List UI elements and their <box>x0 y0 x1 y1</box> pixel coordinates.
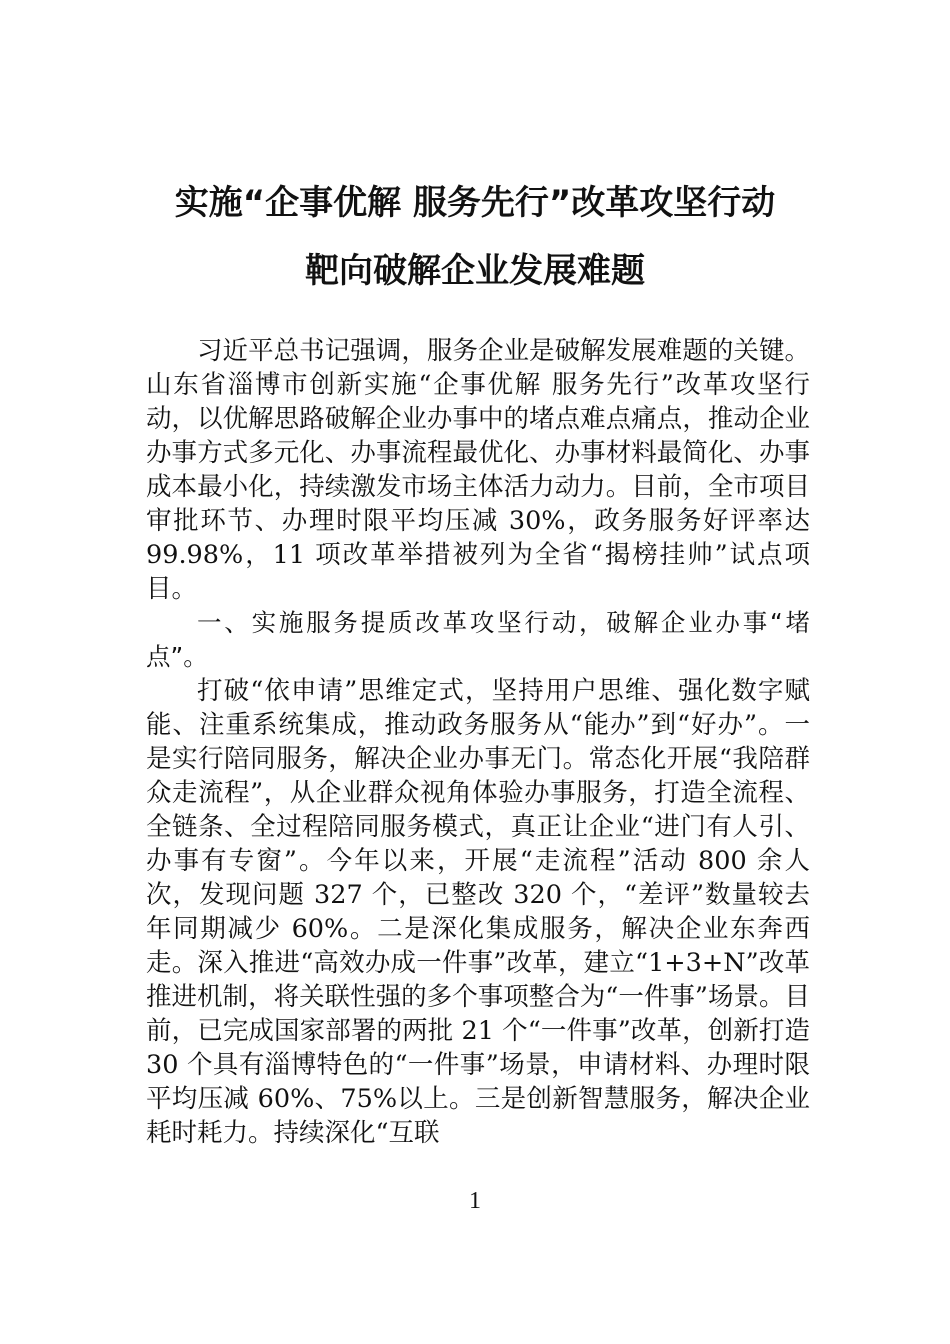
paragraph-section-1: 打破“依申请”思维定式，坚持用户思维、强化数字赋能、注重系统集成，推动政务服务从“能办”到“好办”。一是实行陪同服务，解决企业办事无门。常态化开展“我陪群众走流程”，从企业群众视角体验办事服务，打造全流程、全链条、全过程陪同服务模式，真正让企业“进门有人引、办事有专窗”。今年以来，开展“走流程”活动 800 余人次，发现问题 327 个，已整改 320 个，“差评”数量较去年同期减少 60%。二是深化集成服务，解决企业东奔西走。深入推进“高效办成一件事”改革，建立“1+3+N”改革推进机制，将关联性强的多个事项整合为“一件事”场景。目前，已完成国家部署的两批 21 个“一件事”改革，创新打造 30 个具有淄博特色的“一件事”场景，申请材料、办理时限平均压减 60%、75%以上。三是创新智慧服务，解决企业耗时耗力。持续深化“互联 <box>146 676 810 1148</box>
title-line-1: 实施“企事优解 服务先行”改革攻坚行动 <box>174 183 776 223</box>
document-body <box>146 334 810 1150</box>
paragraph-intro: 习近平总书记强调，服务企业是破解发展难题的关键。山东省淄博市创新实施“企事优解 服务先行”改革攻坚行动，以优解思路破解企业办事中的堵点难点痛点，推动企业办事方式多元化、办事流程最优化、办事材料最简化、办事成本最小化，持续激发市场主体活力动力。目前，全市项目审批环节、办理时限平均压减 30%，政务服务好评率达 99.98%，11 项改革举措被列为全省“揭榜挂帅”试点项目。 <box>146 336 810 604</box>
title-line-2: 靶向破解企业发展难题 <box>305 251 645 291</box>
page-number: 1 <box>469 1188 481 1214</box>
section-heading-1: 一、实施服务提质改革攻坚行动，破解企业办事“堵点”。 <box>146 608 810 671</box>
